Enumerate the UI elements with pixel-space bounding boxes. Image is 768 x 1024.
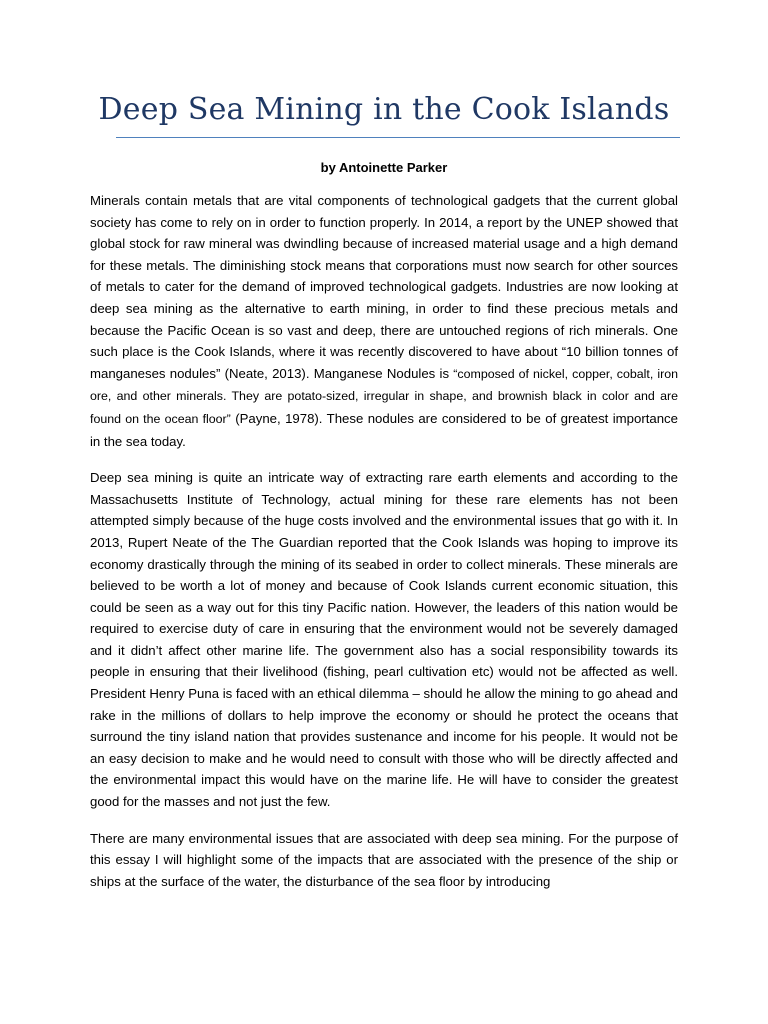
paragraph-1-quote: “composed of nickel, copper, cobalt, iron ore, and other minerals. They are potato-sized, irregular in shape, and brownish black in color and are found on the ocean floor”	[90, 366, 678, 426]
document-title: Deep Sea Mining in the Cook Islands	[98, 92, 670, 127]
paragraph-3: There are many environmental issues that are associated with deep sea mining. For the purpose of this essay I will highlight some of the impacts that are associated with the presence of the ship or ships at the surface of the water, the disturbance of the sea floor by introducing	[90, 830, 678, 889]
paragraph-2: Deep sea mining is quite an intricate way of extracting rare earth elements and according to the Massachusetts Institute of Technology, actual mining for these rare elements has not been attempted simply because of the huge costs involved and the environmental issues that go with it. In 2013, Rupert Neate of the The Guardian reported that the Cook Islands was hoping to improve its economy drastically through the mining of its seabed in order to collect minerals. These minerals are believed to be worth a lot of money and because of Cook Islands current economic situation, this could be seen as a way out for this tiny Pacific nation. However, the leaders of this nation would be required to exercise duty of care in ensuring that the environment would not be severely damaged and it didn’t affect other marine life. The government also has a social responsibility towards its people in ensuring that their livelihood (fishing, pearl cultivation etc) would not be affected as well. President Henry Puna is faced with an ethical dilemma – should he allow the mining to go ahead and rake in the millions of dollars to help improve the economy or should he protect the oceans that surround the tiny island nation that provides sustenance and income for his people. It would not be an easy decision to make and he would need to consult with those who will be directly affected and the environmental impact this would have on the marine life. He will have to consider the greatest good for the masses and not just the few.	[90, 470, 678, 810]
title-underline-divider	[116, 137, 680, 138]
paragraph-1-text-end: (Payne, 1978). These nodules are considered to be of greatest importance in the sea today.	[90, 410, 678, 449]
paragraph-1-text: Minerals contain metals that are vital components of technological gadgets that the current global society has come to rely on in order to function properly. In 2014, a report by the UNEP showed that global stock for raw mineral was dwindling because of increased material usage and a high demand for these metals. The diminishing stock means that corporations must now search for other sources of metals to cater for the demand of improved technological gadgets. Industries are now looking at deep sea mining as the alternative to earth mining, in order to find these precious metals and because the Pacific Ocean is so vast and deep, there are untouched regions of rich minerals. One such place is the Cook Islands, where it was recently discovered to have about “10 billion tonnes of manganeses nodules” (Neate, 2013). Manganese Nodules is	[90, 193, 678, 381]
paragraph-1	[90, 190, 678, 452]
author-byline: by Antoinette Parker	[320, 160, 448, 175]
document-body	[90, 190, 678, 907]
